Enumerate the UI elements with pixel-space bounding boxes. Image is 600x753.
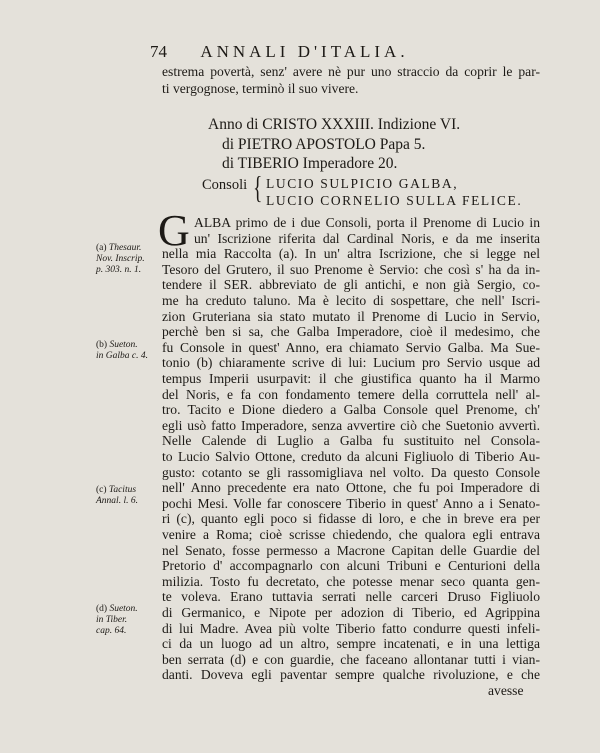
note-line: Nov. Inscrip. (96, 254, 145, 264)
side-note (96, 604, 158, 637)
body-line: perchè ben si sa, che Galba Imperadore, cioè il medesimo, che (162, 324, 540, 340)
body-line: tempus Imperii usurpavit: il che giustifica quanto ha il Marmo (162, 371, 540, 386)
body-line: nel Senato, fosse permesso a Macrone Capitan delle Guardie del (162, 542, 540, 558)
body-line: nell' Anno precedente era nato Ottone, che fu poi Imperadore di (162, 480, 540, 496)
body-line: di lui Madre. Avea più volte Tiberio fatto condurre questi infeli- (162, 620, 540, 636)
note-line: in Tiber. (96, 615, 128, 625)
body-line: te voleva. Erano tuttavia serrati nelle carceri Druso Figliuolo (162, 589, 540, 605)
consul-name: LUCIO SULPICIO GALBA, (266, 176, 459, 191)
note-line: Sueton. (109, 604, 138, 614)
body-line: ALBA primo de i due Consoli, porta il Prenome di Lucio in (194, 215, 540, 230)
drop-cap: G (158, 206, 190, 255)
year-heading: Anno di CRISTO XXXIII. Indizione VI. (208, 116, 461, 133)
page-number: 74 (150, 42, 167, 61)
body-line: milizia. Tosto fu decretato, che potesse menar seco quanta gen- (162, 573, 540, 589)
running-header (150, 42, 409, 62)
body-line: Nelle Calende di Luglio a Galba fu sustituito nel Consola- (162, 433, 540, 449)
note-line: Sueton. (109, 340, 138, 350)
body-line: ri (c), quanto egli poco si fidasse di loro, e che in breve era per (162, 511, 540, 527)
body-line: ben serrata (d) e con guardie, che faceano allontanar tutti i vian- (162, 651, 540, 667)
consoli-label: Consoli (202, 177, 248, 193)
side-note (96, 243, 158, 276)
body-line: un' Iscrizione riferita dal Cardinal Noris, e da me inserita (194, 230, 540, 246)
emperor-heading: di TIBERIO Imperadore 20. (222, 155, 398, 172)
body-line: fu Console in quest' Anno, era chiamato Servio Galba. Ma Sue- (162, 339, 540, 355)
consul-name: LUCIO CORNELIO SULLA FELICE. (266, 193, 523, 208)
body-line: nella mia Raccolta (a). In un' altra Iscrizione, che si legge nel (162, 246, 540, 262)
body-line: del Noris, e fa con fondamento temere della corruttela nell' al- (162, 386, 540, 402)
intro-line: ti vergognose, terminò il suo vivere. (162, 81, 359, 96)
body-line: pochi Mesi. Volle far conoscere Tiberio in quest' Anno a i Senato- (162, 495, 540, 511)
note-line: in Galba c. 4. (96, 351, 148, 361)
body-line: venire a Roma; cioè scrisse chiedendo, che qualora egli entrava (162, 527, 540, 542)
note-line: Thesaur. (108, 243, 142, 253)
note-mark: (b) (96, 340, 108, 350)
body-line: Pretorio d' accompagnarlo con alcuni Tribuni e Centurioni della (162, 558, 540, 574)
note-mark: (d) (96, 604, 108, 614)
side-note (96, 485, 158, 507)
running-title: ANNALI D'ITALIA. (200, 42, 409, 61)
note-mark: (a) (96, 243, 107, 253)
body-line: tro. Tacito e Dione diedero a Galba Console quel Prenome, ch' (162, 402, 540, 418)
intro-line: estrema povertà, senz' avere nè pur uno straccio da coprir le par- (162, 64, 540, 79)
pope-heading: di PIETRO APOSTOLO Papa 5. (222, 136, 426, 153)
body-line: zion Gruteriana sia stato mutato il Prenome di Lucio in Servio, (162, 308, 540, 324)
body-line: ci da un luogo ad un altro, sempre incatenati, e in una lettiga (162, 636, 540, 652)
note-line: Tacitus (108, 485, 137, 495)
body-line: danti. Doveva egli paventar sempre qualche rivoluzione, e che (162, 667, 540, 683)
note-line: cap. 64. (96, 626, 127, 636)
body-line: to Lucio Salvio Ottone, creduto da alcuni Figliuolo di Tiberio Au- (162, 449, 540, 464)
body-line: tonio (b) chiaramente scrive di lui: Lucium pro Servio usque ad (162, 355, 540, 371)
side-note (96, 340, 158, 362)
body-line: di Germanico, e Nipote per adozion di Tiberio, ed Agrippina (162, 605, 540, 620)
body-line: avesse (488, 683, 524, 698)
note-mark: (c) (96, 485, 107, 495)
brace-glyph: { (253, 169, 263, 205)
note-line: p. 303. n. 1. (96, 265, 142, 275)
note-line: Annal. l. 6. (96, 496, 138, 506)
body-line: tendere il SER. abbreviato de gli antichi, e non già Sergio, co- (162, 277, 540, 293)
body-line: me ha creduto taluno. Ma è lecito di sospettare, che nell' Iscri- (162, 293, 540, 308)
body-line: gusto: cotanto se gli rassomigliava nel volto. Da questo Console (162, 464, 540, 480)
body-line: egli usò fatto Imperadore, senza avvertire ciò che Suetonio avvertì. (162, 417, 540, 433)
body-line: Tesoro del Grutero, il suo Prenome è Servio: che così s' ha da in- (162, 261, 540, 277)
